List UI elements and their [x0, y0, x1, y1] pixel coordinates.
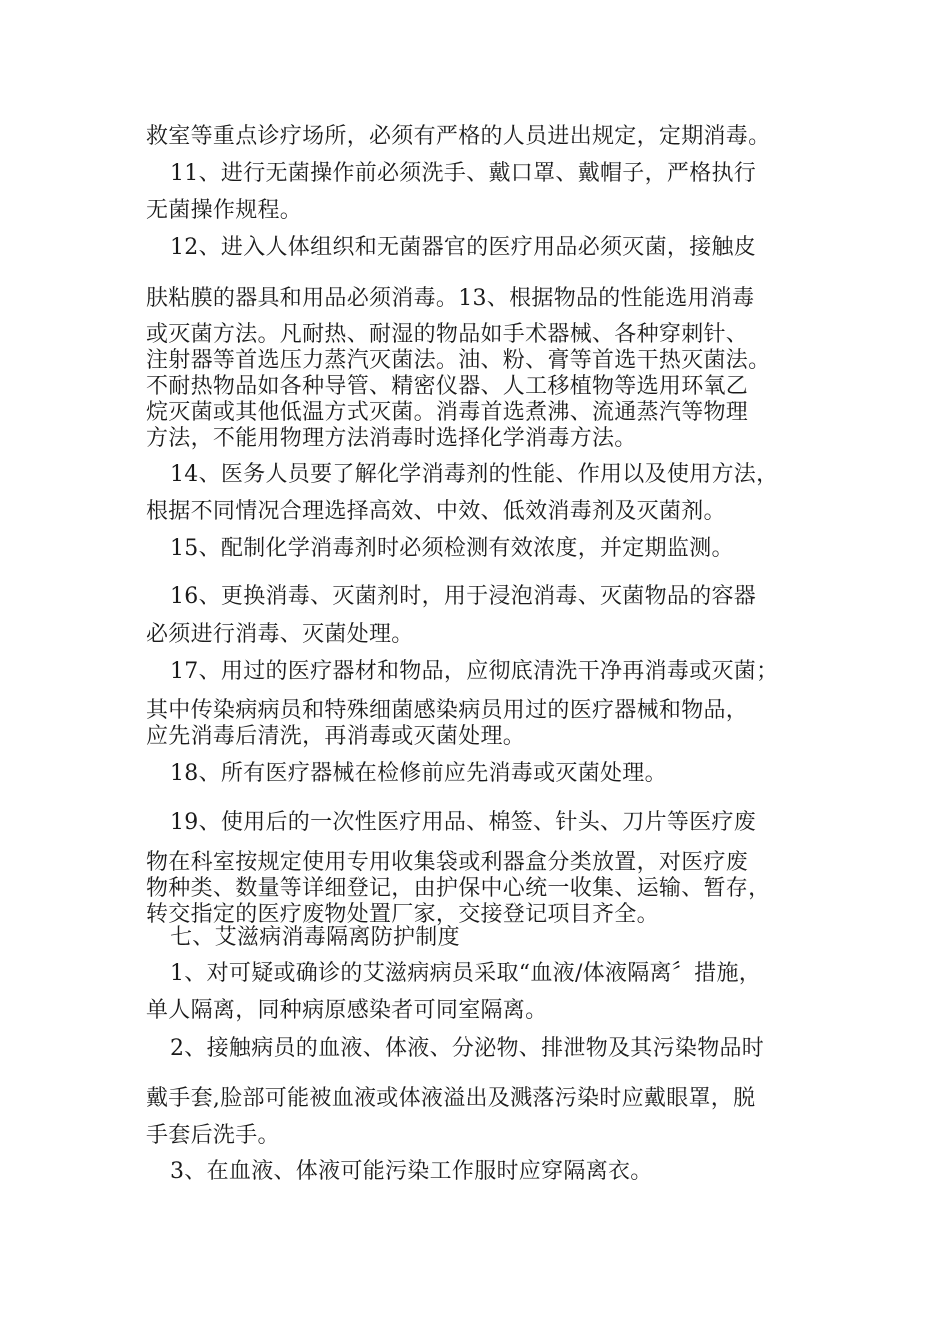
- text-line: 肤粘膜的器具和用品必须消毒。13、根据物品的性能选用消毒: [146, 286, 755, 311]
- text-line: 应先消毒后清洗，再消毒或灭菌处理。: [146, 724, 526, 749]
- text-line: 1、对可疑或确诊的艾滋病病员采取“血液/体液隔离〞措施，: [170, 961, 762, 986]
- text-line: 19、使用后的一次性医疗用品、棉签、针头、刀片等医疗废: [170, 810, 757, 835]
- text-line: 物在科室按规定使用专用收集袋或利器盒分类放置，对医疗废: [146, 850, 749, 875]
- text-line: 其中传染病病员和特殊细菌感染病员用过的医疗器械和物品，: [146, 698, 749, 723]
- text-line: 注射器等首选压力蒸汽灭菌法。油、粉、膏等首选干热灭菌法。: [146, 348, 771, 373]
- text-line: 14、医务人员要了解化学消毒剂的性能、作用以及使用方法，: [170, 462, 779, 487]
- text-line: 12、进入人体组织和无菌器官的医疗用品必须灭菌，接触皮: [170, 235, 757, 260]
- text-line: 必须进行消毒、灭菌处理。: [146, 622, 414, 647]
- text-line: 根据不同情况合理选择高效、中效、低效消毒剂及灭菌剂。: [146, 499, 726, 524]
- text-line: 16、更换消毒、灭菌剂时，用于浸泡消毒、灭菌物品的容器: [170, 584, 757, 609]
- text-line: 3、在血液、体液可能污染工作服时应穿隔离衣。: [170, 1159, 653, 1184]
- text-line: 17、用过的医疗器材和物品，应彻底清洗干净再消毒或灭菌；: [170, 659, 779, 684]
- text-line: 救室等重点诊疗场所，必须有严格的人员进出规定，定期消毒。: [146, 124, 771, 149]
- text-line: 转交指定的医疗废物处置厂家，交接登记项目齐全。: [146, 902, 659, 927]
- text-line: 手套后洗手。: [146, 1123, 280, 1148]
- text-line: 2、接触病员的血液、体液、分泌物、排泄物及其污染物品时: [170, 1036, 765, 1061]
- text-line: 或灭菌方法。凡耐热、耐湿的物品如手术器械、各种穿刺针、: [146, 322, 749, 347]
- text-line: 15、配制化学消毒剂时必须检测有效浓度，并定期监测。: [170, 536, 734, 561]
- text-line: 11、进行无菌操作前必须洗手、戴口罩、戴帽子，严格执行: [170, 161, 757, 186]
- text-line: 单人隔离，同种病原感染者可同室隔离。: [146, 998, 548, 1023]
- text-line: 戴手套,脸部可能被血液或体液溢出及溅落污染时应戴眼罩，脱: [146, 1086, 756, 1111]
- text-line: 方法，不能用物理方法消毒时选择化学消毒方法。: [146, 426, 637, 451]
- text-line: 物种类、数量等详细登记，由护保中心统一收集、运输、暂存，: [146, 876, 771, 901]
- text-line: 不耐热物品如各种导管、精密仪器、人工移植物等选用环氧乙: [146, 374, 749, 399]
- text-line: 烷灭菌或其他低温方式灭菌。消毒首选煮沸、流通蒸汽等物理: [146, 400, 749, 425]
- text-line: 18、所有医疗器械在检修前应先消毒或灭菌处理。: [170, 761, 667, 786]
- section-heading: 七、艾滋病消毒隔离防护制度: [170, 925, 460, 950]
- text-line: 无菌操作规程。: [146, 198, 303, 223]
